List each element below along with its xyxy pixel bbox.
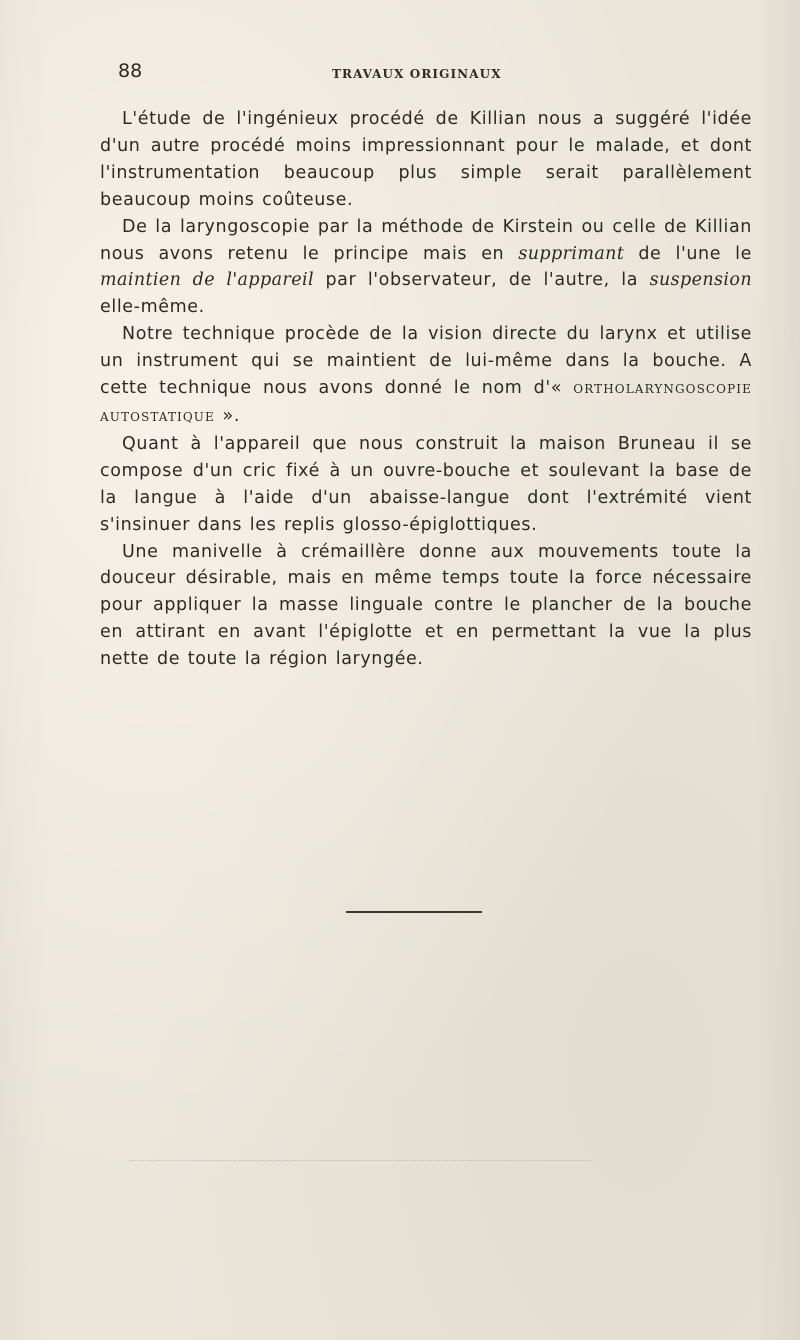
paragraph-2-text: par l'observateur, de l'autre, la xyxy=(313,270,650,291)
running-head: TRAVAUX ORIGINAUX xyxy=(332,67,502,81)
body-text xyxy=(100,106,752,673)
italic-maintien: maintien de l'appareil xyxy=(100,270,314,291)
paragraph-2-text: elle-même. xyxy=(100,297,205,318)
paragraph-1: L'étude de l'ingénieux procédé de Killian nous a suggéré l'idée d'un autre procédé moins impressionnant pour le malade, et dont l'instrumentation beaucoup plus simple serait parallèlement beaucoup moins coûteuse. xyxy=(100,109,752,210)
print-trace xyxy=(130,1160,590,1161)
paragraph-3 xyxy=(100,321,752,431)
paragraph-3-text: ». xyxy=(214,405,240,426)
paragraph-2 xyxy=(100,214,752,322)
technique-name: ORTHOLARYNGOSCOPIE AUTOSTATIQUE xyxy=(100,382,752,424)
paragraph-3-text: Notre technique procède de la vision directe du larynx et utilise un instrument qui se maintient de lui-même dans la bouche. A cette technique nous avons donné le nom d'« xyxy=(100,324,752,399)
page-number: 88 xyxy=(118,60,143,82)
paragraph-4: Quant à l'appareil que nous construit la maison Bruneau il se compose d'un cric fixé à un ouvre-bouche et soulevant la base de la langue à l'aide d'un abaisse-langue dont l'extrémité vient s'insinuer dans les replis glosso-épiglottiques. xyxy=(100,433,752,535)
paragraph-2-text: De la laryngoscopie par la méthode de Kirstein ou celle de Killian nous avons retenu le principe mais en xyxy=(100,216,752,264)
italic-suspension: suspension xyxy=(649,270,753,291)
italic-supprimant: supprimant xyxy=(518,243,625,264)
paragraph-2-text: de l'une le xyxy=(624,243,753,264)
end-rule xyxy=(346,911,482,913)
paragraph-5: Une manivelle à crémaillère donne aux mouvements toute la douceur désirable, mais en même temps toute la force nécessaire pour appliquer la masse linguale contre le plancher de la bouche en attirant en avant l'épiglotte et en permettant la vue la plus nette de toute la région laryngée. xyxy=(100,541,752,670)
